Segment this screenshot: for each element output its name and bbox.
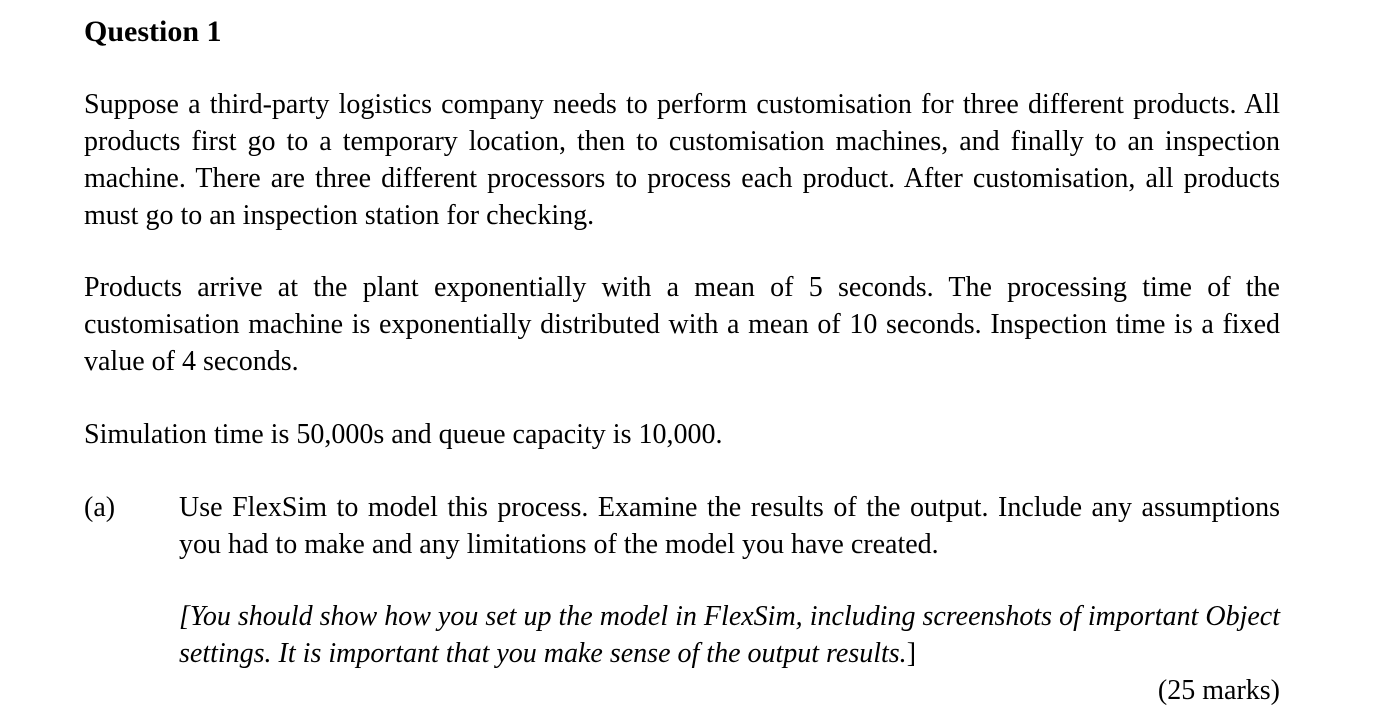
part-a-instruction-note xyxy=(179,598,1280,672)
part-a-text: Use FlexSim to model this process. Examine the results of the output. Include any assumptions you had to make and any limitations of the model you have created. xyxy=(179,492,1280,560)
part-a-note-text: [You should show how you set up the model in FlexSim, including screenshots of important Object settings. It is important that you make sense of the output results. xyxy=(179,601,1280,669)
marks-label: (25 marks) xyxy=(1157,675,1280,706)
paragraph-simulation: Simulation time is 50,000s and queue capacity is 10,000. xyxy=(84,419,723,450)
question-title: Question 1 xyxy=(84,15,222,48)
paragraph-scenario: Suppose a third-party logistics company needs to perform customisation for three different products. All products first go to a temporary location, then to customisation machines, and finally to an inspection machine. There are three different processors to process each product. After customisation, all products must go to an inspection station for checking. xyxy=(84,89,1280,231)
part-a-label: (a) xyxy=(84,492,116,523)
paragraph-timing: Products arrive at the plant exponentially with a mean of 5 seconds. The processing time of the customisation machine is exponentially distributed with a mean of 10 seconds. Inspection time is a fixed value of 4 seconds. xyxy=(84,272,1280,377)
part-a-note-bracket: ] xyxy=(906,638,917,669)
